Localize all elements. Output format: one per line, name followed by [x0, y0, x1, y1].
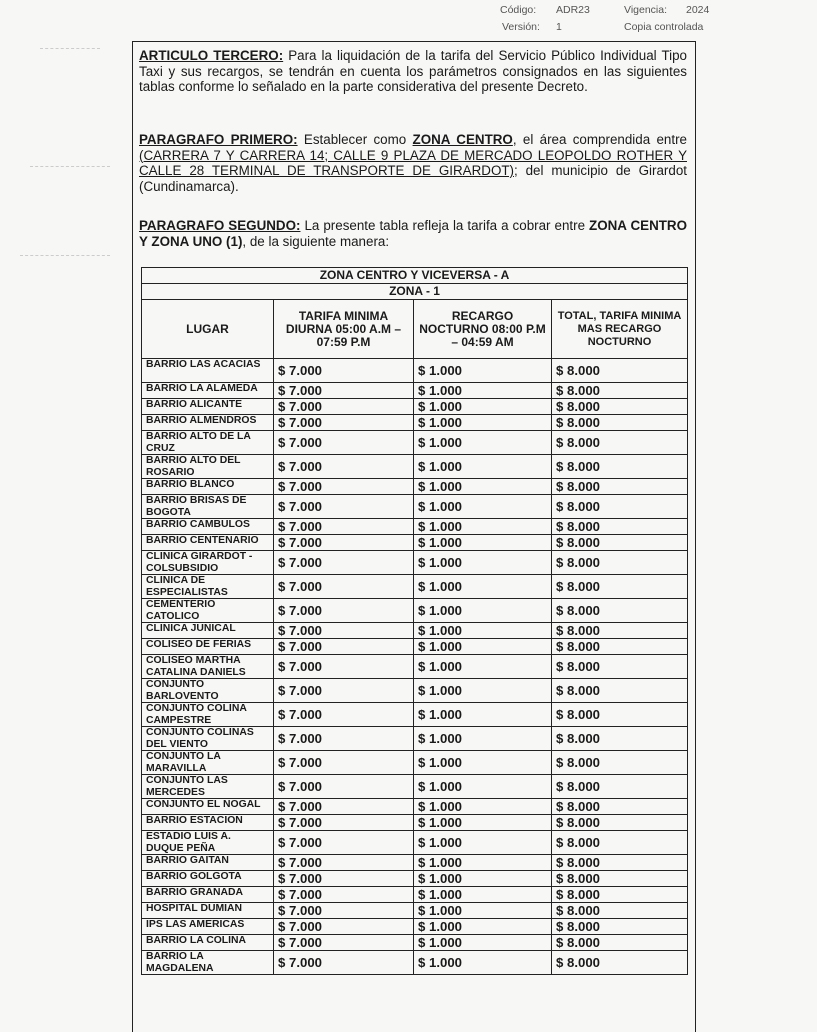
cell-lugar: COLISEO DE FERIAS	[142, 639, 274, 655]
table-row	[142, 935, 688, 951]
table-row	[142, 551, 688, 575]
cell-lugar: BARRIO ALTO DE LA CRUZ	[142, 431, 274, 455]
paragrafo2-title: PARAGRAFO SEGUNDO:	[139, 218, 301, 233]
cell-lugar: CONJUNTO BARLOVENTO	[142, 679, 274, 703]
table-row	[142, 815, 688, 831]
cell-tarifa: $ 7.000	[274, 399, 414, 415]
tariff-table	[141, 267, 688, 975]
table-header-row	[142, 300, 688, 359]
version-value: 1	[556, 21, 562, 33]
cell-lugar: BARRIO LA ALAMEDA	[142, 383, 274, 399]
cell-tarifa: $ 7.000	[274, 455, 414, 479]
cell-lugar: ESTADIO LUIS A. DUQUE PEÑA	[142, 831, 274, 855]
cell-recargo: $ 1.000	[414, 775, 552, 799]
table-row	[142, 623, 688, 639]
paragrafo1-title: PARAGRAFO PRIMERO:	[139, 132, 298, 147]
cell-lugar: CLINICA DE ESPECIALISTAS	[142, 575, 274, 599]
articulo-tercero	[139, 48, 687, 95]
cell-total: $ 8.000	[552, 855, 688, 871]
cell-tarifa: $ 7.000	[274, 871, 414, 887]
cell-recargo: $ 1.000	[414, 919, 552, 935]
cell-tarifa: $ 7.000	[274, 887, 414, 903]
cell-recargo: $ 1.000	[414, 551, 552, 575]
cell-total: $ 8.000	[552, 359, 688, 383]
table-row	[142, 831, 688, 855]
cell-lugar: BARRIO CAMBULOS	[142, 519, 274, 535]
table-row	[142, 799, 688, 815]
cell-tarifa: $ 7.000	[274, 415, 414, 431]
cell-total: $ 8.000	[552, 887, 688, 903]
cell-tarifa: $ 7.000	[274, 703, 414, 727]
cell-lugar: BARRIO CENTENARIO	[142, 535, 274, 551]
version-label: Versión:	[502, 21, 540, 33]
cell-tarifa: $ 7.000	[274, 855, 414, 871]
articulo-title: ARTICULO TERCERO:	[139, 48, 284, 63]
cell-lugar: CONJUNTO LA MARAVILLA	[142, 751, 274, 775]
cell-tarifa: $ 7.000	[274, 655, 414, 679]
cell-tarifa: $ 7.000	[274, 495, 414, 519]
cell-total: $ 8.000	[552, 951, 688, 975]
cell-recargo: $ 1.000	[414, 415, 552, 431]
cell-tarifa: $ 7.000	[274, 751, 414, 775]
cell-recargo: $ 1.000	[414, 951, 552, 975]
cell-lugar: IPS LAS AMERICAS	[142, 919, 274, 935]
margin-mark	[30, 166, 110, 167]
table-row	[142, 519, 688, 535]
cell-recargo: $ 1.000	[414, 519, 552, 535]
paragrafo1-text2: , el área comprendida entre	[512, 132, 687, 147]
cell-recargo: $ 1.000	[414, 623, 552, 639]
paragrafo2-text1: La presente tabla refleja la tarifa a cobrar entre	[300, 218, 590, 233]
cell-tarifa: $ 7.000	[274, 519, 414, 535]
margin-mark	[40, 48, 100, 49]
cell-recargo: $ 1.000	[414, 935, 552, 951]
cell-tarifa: $ 7.000	[274, 679, 414, 703]
cell-total: $ 8.000	[552, 599, 688, 623]
cell-total: $ 8.000	[552, 903, 688, 919]
cell-total: $ 8.000	[552, 935, 688, 951]
cell-lugar: BARRIO ALICANTE	[142, 399, 274, 415]
cell-lugar: BARRIO BRISAS DE BOGOTA	[142, 495, 274, 519]
cell-recargo: $ 1.000	[414, 903, 552, 919]
table-row	[142, 751, 688, 775]
cell-total: $ 8.000	[552, 519, 688, 535]
table-row	[142, 871, 688, 887]
cell-lugar: COLISEO MARTHA CATALINA DANIELS	[142, 655, 274, 679]
cell-lugar: CONJUNTO LAS MERCEDES	[142, 775, 274, 799]
cell-lugar: BARRIO GRANADA	[142, 887, 274, 903]
cell-recargo: $ 1.000	[414, 383, 552, 399]
table-row	[142, 535, 688, 551]
cell-total: $ 8.000	[552, 535, 688, 551]
header-lugar: LUGAR	[142, 300, 274, 359]
header-total: TOTAL, TARIFA MINIMA MAS RECARGO NOCTURNO	[552, 300, 688, 359]
paragrafo1-zona: ZONA CENTRO	[412, 132, 513, 147]
table-row	[142, 655, 688, 679]
cell-total: $ 8.000	[552, 623, 688, 639]
table-row	[142, 727, 688, 751]
cell-total: $ 8.000	[552, 679, 688, 703]
cell-tarifa: $ 7.000	[274, 623, 414, 639]
table-subtitle: ZONA - 1	[142, 284, 688, 300]
table-row	[142, 599, 688, 623]
paragrafo2-zonas: ZONA CENTRO Y ZONA UNO (1)	[139, 218, 687, 249]
cell-lugar: CLINICA JUNICAL	[142, 623, 274, 639]
cell-lugar: CONJUNTO COLINAS DEL VIENTO	[142, 727, 274, 751]
cell-lugar: BARRIO LA MAGDALENA	[142, 951, 274, 975]
cell-tarifa: $ 7.000	[274, 575, 414, 599]
paragrafo1-area: (CARRERA 7 Y CARRERA 14; CALLE 9 PLAZA DE MERCADO LEOPOLDO ROTHER Y CALLE 28 TERMINAL DE TRANSPORTE DE GIRARDOT)	[139, 147, 687, 178]
cell-total: $ 8.000	[552, 383, 688, 399]
cell-recargo: $ 1.000	[414, 799, 552, 815]
cell-recargo: $ 1.000	[414, 679, 552, 703]
cell-total: $ 8.000	[552, 871, 688, 887]
table-row	[142, 479, 688, 495]
cell-recargo: $ 1.000	[414, 575, 552, 599]
cell-lugar: BARRIO ALMENDROS	[142, 415, 274, 431]
table-row	[142, 575, 688, 599]
cell-total: $ 8.000	[552, 831, 688, 855]
cell-total: $ 8.000	[552, 815, 688, 831]
table-title: ZONA CENTRO Y VICEVERSA - A	[142, 268, 688, 284]
cell-recargo: $ 1.000	[414, 655, 552, 679]
cell-recargo: $ 1.000	[414, 855, 552, 871]
cell-tarifa: $ 7.000	[274, 919, 414, 935]
codigo-label: Código:	[500, 4, 537, 16]
cell-total: $ 8.000	[552, 455, 688, 479]
cell-tarifa: $ 7.000	[274, 431, 414, 455]
table-row	[142, 495, 688, 519]
table-row	[142, 679, 688, 703]
table-row	[142, 431, 688, 455]
cell-recargo: $ 1.000	[414, 815, 552, 831]
articulo-body: Para la liquidación de la tarifa del Servicio Público Individual Tipo Taxi y sus recargos, se tendrán en cuenta los parámetros consignados en las siguientes tablas conforme lo señalado en la parte considerativa del presente Decreto.	[139, 48, 688, 94]
table-row	[142, 903, 688, 919]
table-body	[142, 359, 688, 975]
table-row	[142, 383, 688, 399]
table-row	[142, 855, 688, 871]
cell-total: $ 8.000	[552, 431, 688, 455]
cell-tarifa: $ 7.000	[274, 831, 414, 855]
cell-recargo: $ 1.000	[414, 831, 552, 855]
table-title-row	[142, 268, 688, 284]
cell-total: $ 8.000	[552, 639, 688, 655]
cell-total: $ 8.000	[552, 399, 688, 415]
cell-lugar: BARRIO LAS ACACIAS	[142, 359, 274, 383]
cell-tarifa: $ 7.000	[274, 799, 414, 815]
cell-total: $ 8.000	[552, 751, 688, 775]
cell-lugar: CONJUNTO COLINA CAMPESTRE	[142, 703, 274, 727]
cell-tarifa: $ 7.000	[274, 599, 414, 623]
table-row	[142, 639, 688, 655]
cell-recargo: $ 1.000	[414, 479, 552, 495]
cell-tarifa: $ 7.000	[274, 815, 414, 831]
table-row	[142, 415, 688, 431]
cell-recargo: $ 1.000	[414, 535, 552, 551]
copia-controlada: Copia controlada	[624, 21, 704, 33]
cell-recargo: $ 1.000	[414, 599, 552, 623]
cell-lugar: BARRIO ALTO DEL ROSARIO	[142, 455, 274, 479]
cell-total: $ 8.000	[552, 799, 688, 815]
cell-total: $ 8.000	[552, 495, 688, 519]
cell-tarifa: $ 7.000	[274, 935, 414, 951]
cell-tarifa: $ 7.000	[274, 479, 414, 495]
vigencia-value: 2024	[686, 4, 710, 16]
paragrafo-primero	[139, 132, 687, 194]
cell-total: $ 8.000	[552, 479, 688, 495]
cell-recargo: $ 1.000	[414, 639, 552, 655]
cell-total: $ 8.000	[552, 703, 688, 727]
cell-tarifa: $ 7.000	[274, 383, 414, 399]
paragrafo1-text3: ; del municipio de Girardot (Cundinamarca).	[139, 163, 687, 194]
paragrafo2-text2: , de la siguiente manera:	[242, 233, 390, 249]
cell-lugar: HOSPITAL DUMIAN	[142, 903, 274, 919]
table-row	[142, 919, 688, 935]
cell-recargo: $ 1.000	[414, 359, 552, 383]
cell-recargo: $ 1.000	[414, 431, 552, 455]
cell-tarifa: $ 7.000	[274, 535, 414, 551]
cell-tarifa: $ 7.000	[274, 775, 414, 799]
cell-tarifa: $ 7.000	[274, 903, 414, 919]
cell-recargo: $ 1.000	[414, 495, 552, 519]
cell-recargo: $ 1.000	[414, 727, 552, 751]
table-row	[142, 399, 688, 415]
table-row	[142, 455, 688, 479]
cell-recargo: $ 1.000	[414, 887, 552, 903]
margin-mark	[20, 255, 110, 256]
vigencia-label: Vigencia:	[624, 4, 668, 16]
cell-lugar: BARRIO GOLGOTA	[142, 871, 274, 887]
paragrafo-segundo	[139, 218, 687, 249]
cell-recargo: $ 1.000	[414, 871, 552, 887]
table-row	[142, 775, 688, 799]
cell-recargo: $ 1.000	[414, 455, 552, 479]
cell-tarifa: $ 7.000	[274, 359, 414, 383]
cell-recargo: $ 1.000	[414, 399, 552, 415]
cell-total: $ 8.000	[552, 919, 688, 935]
cell-tarifa: $ 7.000	[274, 551, 414, 575]
cell-total: $ 8.000	[552, 655, 688, 679]
cell-recargo: $ 1.000	[414, 751, 552, 775]
cell-lugar: CONJUNTO EL NOGAL	[142, 799, 274, 815]
cell-tarifa: $ 7.000	[274, 639, 414, 655]
header-recargo: RECARGO NOCTURNO 08:00 P.M – 04:59 AM	[414, 300, 552, 359]
cell-total: $ 8.000	[552, 415, 688, 431]
cell-total: $ 8.000	[552, 575, 688, 599]
paragrafo1-text1: Establecer como	[297, 132, 413, 147]
cell-tarifa: $ 7.000	[274, 727, 414, 751]
table-row	[142, 887, 688, 903]
table-row	[142, 359, 688, 383]
header-tarifa: TARIFA MINIMA DIURNA 05:00 A.M – 07:59 P.M	[274, 300, 414, 359]
cell-recargo: $ 1.000	[414, 703, 552, 727]
cell-lugar: CEMENTERIO CATOLICO	[142, 599, 274, 623]
document-header	[0, 0, 817, 40]
cell-lugar: BARRIO BLANCO	[142, 479, 274, 495]
cell-tarifa: $ 7.000	[274, 951, 414, 975]
cell-total: $ 8.000	[552, 775, 688, 799]
cell-total: $ 8.000	[552, 551, 688, 575]
table-row	[142, 703, 688, 727]
table-row	[142, 951, 688, 975]
table-subtitle-row	[142, 284, 688, 300]
cell-lugar: BARRIO LA COLINA	[142, 935, 274, 951]
cell-lugar: CLINICA GIRARDOT - COLSUBSIDIO	[142, 551, 274, 575]
cell-total: $ 8.000	[552, 727, 688, 751]
cell-lugar: BARRIO GAITAN	[142, 855, 274, 871]
codigo-value: ADR23	[556, 4, 590, 16]
cell-lugar: BARRIO ESTACION	[142, 815, 274, 831]
